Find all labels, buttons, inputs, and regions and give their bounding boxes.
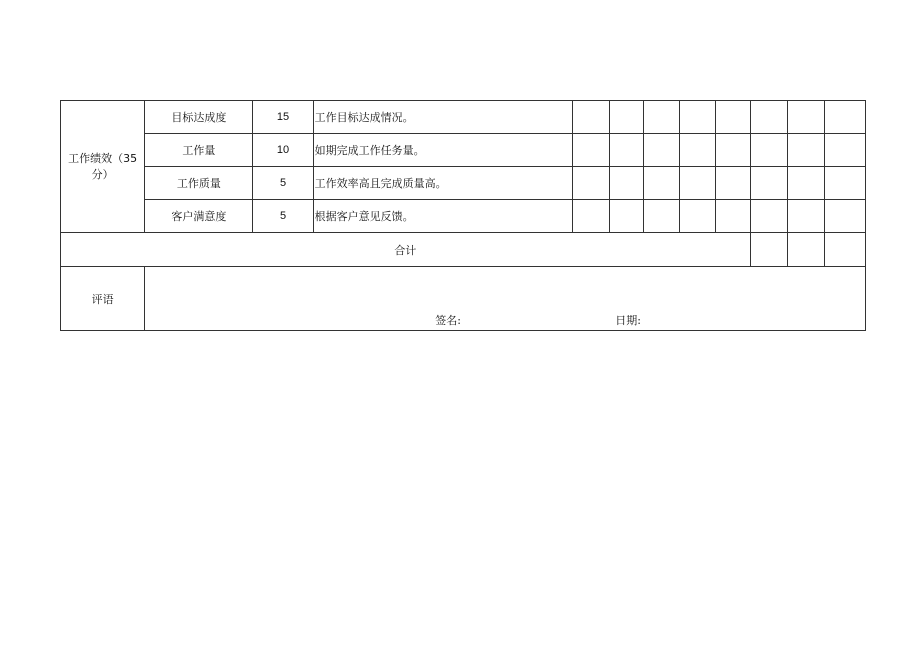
- rating-cell[interactable]: [824, 200, 865, 233]
- table-row: [61, 200, 866, 233]
- rating-cell[interactable]: [610, 200, 644, 233]
- rating-cell[interactable]: [715, 200, 750, 233]
- rating-cell[interactable]: [824, 101, 865, 134]
- table-row: [61, 134, 866, 167]
- rating-cell[interactable]: [715, 101, 750, 134]
- rating-cell[interactable]: [680, 134, 715, 167]
- rating-cell[interactable]: [750, 101, 787, 134]
- rating-cell[interactable]: [750, 134, 787, 167]
- item-name-cell: 工作质量: [145, 167, 253, 200]
- rating-cell[interactable]: [680, 101, 715, 134]
- item-score-cell: 10: [253, 134, 313, 167]
- item-criteria-cell: 如期完成工作任务量。: [313, 134, 573, 167]
- item-name-cell: 工作量: [145, 134, 253, 167]
- total-cell[interactable]: [787, 233, 824, 267]
- rating-cell[interactable]: [750, 167, 787, 200]
- rating-cell[interactable]: [573, 200, 610, 233]
- item-score-cell: 15: [253, 101, 313, 134]
- evaluation-table: [60, 100, 866, 331]
- item-criteria-cell: 工作效率高且完成质量高。: [313, 167, 573, 200]
- rating-cell[interactable]: [573, 101, 610, 134]
- rating-cell[interactable]: [750, 200, 787, 233]
- comment-row: [61, 267, 866, 331]
- signature-label: 签名:: [435, 314, 461, 327]
- comment-field[interactable]: [145, 267, 866, 331]
- rating-cell[interactable]: [787, 167, 824, 200]
- rating-cell[interactable]: [787, 200, 824, 233]
- rating-cell[interactable]: [644, 200, 680, 233]
- rating-cell[interactable]: [610, 167, 644, 200]
- item-score-cell: 5: [253, 167, 313, 200]
- item-criteria-cell: 根据客户意见反馈。: [313, 200, 573, 233]
- item-score-cell: 5: [253, 200, 313, 233]
- rating-cell[interactable]: [787, 134, 824, 167]
- rating-cell[interactable]: [824, 134, 865, 167]
- total-row: [61, 233, 866, 267]
- rating-cell[interactable]: [824, 167, 865, 200]
- total-label: 合计: [61, 233, 751, 267]
- rating-cell[interactable]: [573, 134, 610, 167]
- table-row: [61, 101, 866, 134]
- rating-cell[interactable]: [680, 200, 715, 233]
- date-label: 日期:: [615, 314, 641, 327]
- rating-cell[interactable]: [680, 167, 715, 200]
- comment-label: 评语: [61, 267, 145, 331]
- category-label: 工作绩效（35分）: [68, 151, 138, 181]
- item-name-cell: 目标达成度: [145, 101, 253, 134]
- total-cell[interactable]: [824, 233, 865, 267]
- rating-cell[interactable]: [644, 167, 680, 200]
- rating-cell[interactable]: [787, 101, 824, 134]
- rating-cell[interactable]: [573, 167, 610, 200]
- rating-cell[interactable]: [644, 134, 680, 167]
- item-name-cell: 客户满意度: [145, 200, 253, 233]
- category-cell: [61, 101, 145, 233]
- rating-cell[interactable]: [610, 101, 644, 134]
- table-row: [61, 167, 866, 200]
- rating-cell[interactable]: [644, 101, 680, 134]
- total-cell[interactable]: [750, 233, 787, 267]
- item-criteria-cell: 工作目标达成情况。: [313, 101, 573, 134]
- rating-cell[interactable]: [715, 167, 750, 200]
- rating-cell[interactable]: [715, 134, 750, 167]
- rating-cell[interactable]: [610, 134, 644, 167]
